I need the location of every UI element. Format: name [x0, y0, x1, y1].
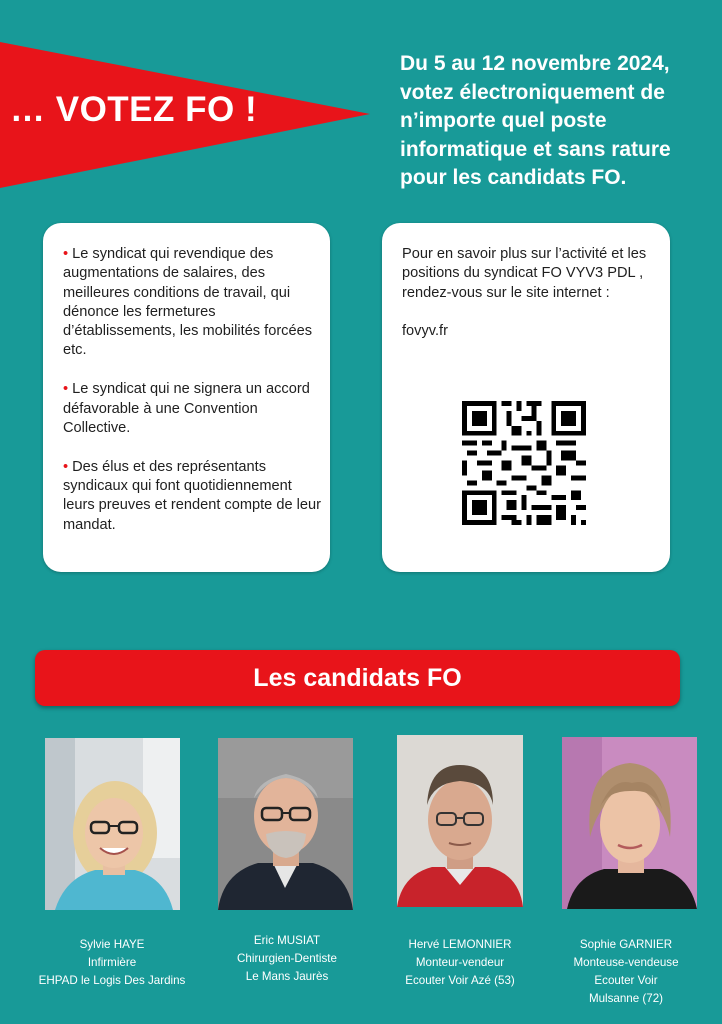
bullet-icon: • — [63, 381, 69, 398]
list-item-text: Des élus et des représentants syndicaux qui font quotidiennement leurs preuves et rendent compte de leur mandat. — [63, 458, 321, 533]
list-item-text: Le syndicat qui ne signera un accord défavorable à une Convention Collective. — [63, 381, 310, 436]
candidate-caption — [202, 932, 372, 986]
website-link[interactable]: fovyv.fr — [402, 322, 448, 339]
candidate-role: Infirmière — [87, 956, 137, 969]
bullet-icon: • — [63, 458, 69, 475]
candidate-caption — [27, 936, 197, 990]
headline-line: n’importe quel poste — [400, 109, 607, 132]
candidate-caption — [541, 936, 711, 1008]
candidate-role: Chirurgien-Dentiste — [237, 952, 337, 965]
pennant-label: … VOTEZ FO ! — [10, 90, 258, 129]
list-item — [63, 458, 321, 535]
candidate-place: EHPAD le Logis Des Jardins — [38, 974, 186, 987]
headline-line: votez électroniquement de — [400, 80, 665, 104]
candidates-banner-title: Les candidats FO — [253, 663, 462, 692]
bullet-icon: • — [63, 246, 69, 262]
headline-line: Du 5 au 12 novembre 2024, — [400, 52, 670, 75]
candidate-role: Monteuse-vendeuse — [573, 956, 679, 969]
headline-line: pour les candidats FO. — [400, 166, 627, 189]
headline-line: informatique et sans rature — [400, 137, 671, 161]
qr-code-icon[interactable] — [462, 401, 586, 525]
vote-pennant — [0, 42, 372, 190]
candidate-photo-sylvie-haye — [45, 738, 180, 910]
candidate-place: Le Mans Jaurès — [245, 970, 329, 983]
candidate-name: Hervé LEMONNIER — [408, 938, 512, 951]
vote-dates-headline — [400, 50, 715, 193]
union-commitments-card — [43, 223, 330, 572]
list-item-text: Le syndicat qui revendique des augmentations de salaires, des meilleures conditions de travail, qui dénonce les fermetures d’établissements, les mobilités forcées etc. — [63, 246, 313, 359]
candidate-place: Ecouter Voir Azé (53) — [405, 974, 515, 987]
candidate-name: Sylvie HAYE — [79, 938, 145, 951]
candidate-name: Sophie GARNIER — [579, 938, 673, 951]
candidate-place: Ecouter Voir — [594, 974, 658, 987]
candidate-photo-eric-musiat — [218, 738, 353, 910]
website-info-card — [382, 223, 670, 572]
candidates-banner — [35, 650, 680, 706]
list-item — [63, 380, 321, 438]
candidate-photo-sophie-garnier — [562, 737, 697, 909]
website-info — [402, 245, 662, 341]
commitments-list — [63, 245, 321, 554]
candidate-caption — [375, 936, 545, 990]
list-item — [63, 245, 321, 361]
candidate-name: Eric MUSIAT — [253, 934, 321, 947]
candidate-role: Monteur-vendeur — [415, 956, 505, 969]
candidate-place-line2: Mulsanne (72) — [588, 992, 664, 1005]
website-info-text: Pour en savoir plus sur l’activité et les positions du syndicat FO VYV3 PDL , rendez-vous sur le site internet : — [402, 246, 647, 301]
candidate-photo-herve-lemonnier — [397, 735, 532, 907]
